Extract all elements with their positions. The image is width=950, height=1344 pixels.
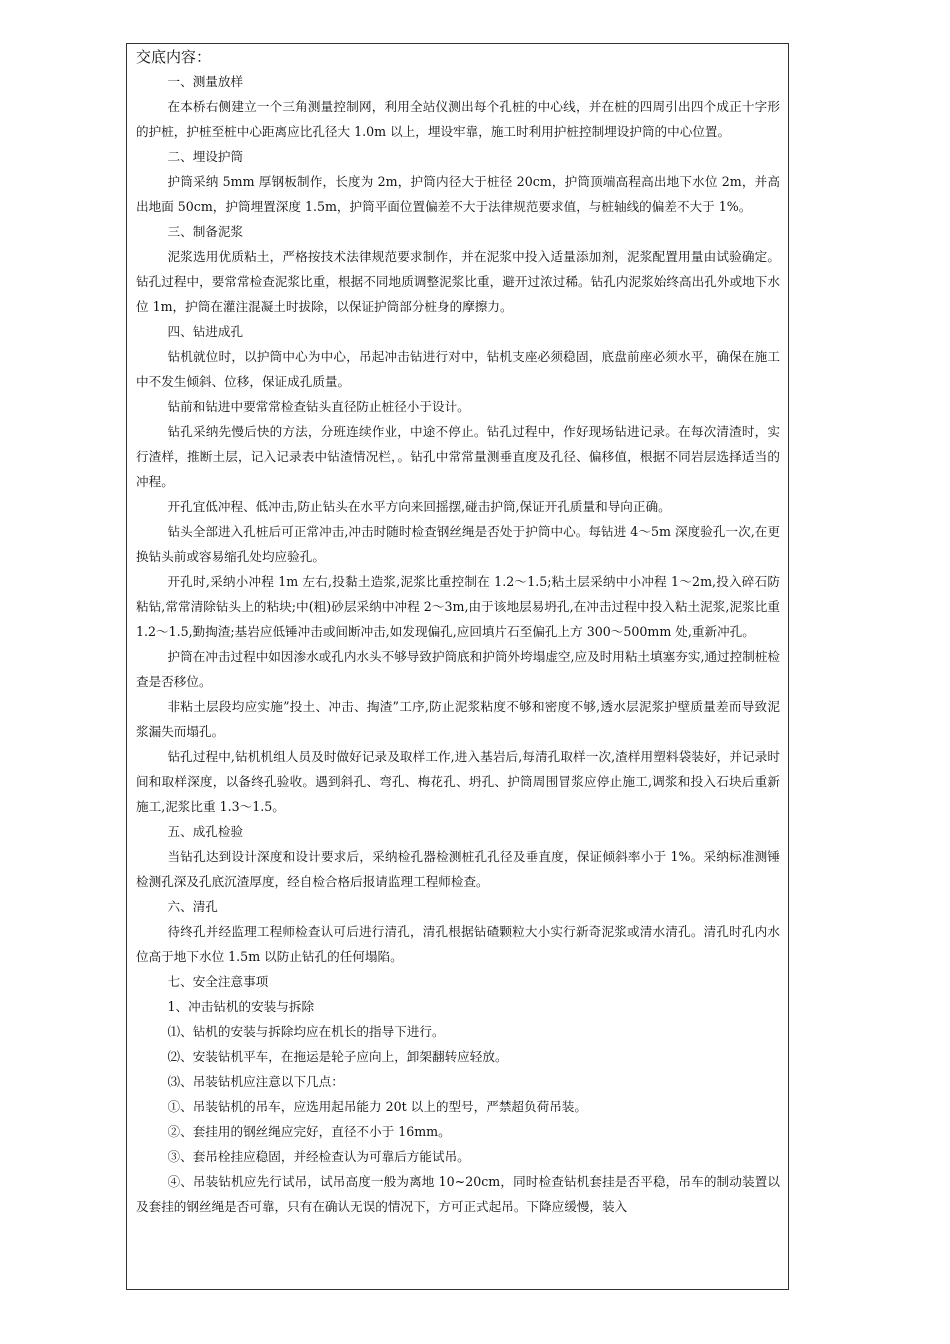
paragraph: 在本桥右侧建立一个三角测量控制网，利用全站仪测出每个孔桩的中心线，并在桩的四周引出四个成正十字形的护桩，护桩至桩中心距离应比孔径大 1.0m 以上，埋设牢靠，施工时利用护桩控制埋设护筒的中心位置。 — [136, 99, 780, 139]
paragraph: 三、制备泥浆 — [167, 224, 244, 239]
paragraph: 护筒在冲击过程中如因渗水或孔内水头不够导致护筒底和护筒外垮塌虚空,应及时用粘土填塞夯实,通过控制桩检查是否移位。 — [136, 649, 781, 689]
paragraph: ⑴、钻机的安装与拆除均应在机长的指导下进行。 — [167, 1024, 445, 1039]
paragraph: 六、清孔 — [167, 899, 218, 914]
paragraph: 钻孔过程中,钻机机组人员及时做好记录及取样工作,进入基岩后,每清孔取样一次,渣样用塑料袋装好，并记录时间和取样深度，以备终孔验收。遇到斜孔、弯孔、梅花孔、坍孔、护筒周围冒浆应停止施工,调浆和投入石块后重新施工,泥浆比重 1.3～1.5。 — [136, 749, 780, 814]
paragraph: ②、套挂用的钢丝绳应完好，直径不小于 16mm。 — [167, 1124, 451, 1139]
paragraph: 钻头全部进入孔桩后可正常冲击,冲击时随时检查钢丝绳是否处于护筒中心。每钻进 4～5m 深度验孔一次,在更换钻头前或容易缩孔处均应验孔。 — [136, 524, 780, 564]
paragraph: 一、测量放样 — [167, 74, 244, 89]
paragraph: 非粘土层段均应实施”投土、冲击、掏渣”工序,防止泥浆粘度不够和密度不够,透水层泥浆护壁质量差而导致泥浆漏失而塌孔。 — [136, 699, 780, 739]
paragraph: 开孔时,采纳小冲程 1m 左右,投黏土造浆,泥浆比重控制在 1.2～1.5;粘土层采纳中小冲程 1～2m,投入碎石防粘钻,常常清除钻头上的粘块;中(粗)砂层采纳中冲程 2～3m,由于该地层易坍孔,在冲击过程中投入粘土泥浆,泥浆比重 1.2～1.5,勤掏渣;基岩应低锤冲击或间断冲击,如发现偏孔,应回填片石至偏孔上方 300～500mm 处,重新冲孔。 — [136, 574, 780, 639]
paragraph: 待终孔并经监理工程师检查认可后进行清孔，清孔根据钻碴颗粒大小实行新奇泥浆或清水清孔。清孔时孔内水位高于地下水位 1.5m 以防止钻孔的任何塌陷。 — [136, 924, 780, 964]
paragraph: 七、安全注意事项 — [167, 974, 269, 989]
paragraph: 1、冲击钻机的安装与拆除 — [167, 999, 315, 1014]
paragraph: 护筒采纳 5mm 厚钢板制作，长度为 2m，护筒内径大于桩径 20cm，护筒顶端高程高出地下水位 2m，并高出地面 50cm，护筒埋置深度 1.5m，护筒平面位置偏差不大于法律规范要求值，与桩轴线的偏差不大于 1%。 — [136, 174, 780, 214]
disclosure-content-box — [126, 43, 789, 1290]
paragraph: 二、埋设护筒 — [167, 149, 244, 164]
paragraph: 钻孔采纳先慢后快的方法，分班连续作业，中途不停止。钻孔过程中，作好现场钻进记录。在每次清渣时，实行渣样，推断土层，记入记录表中钻渣情况栏，。钻孔中常常量测垂直度及孔径、偏移值，根据不同岩层选择适当的冲程。 — [136, 424, 780, 489]
paragraph: 五、成孔检验 — [167, 824, 244, 839]
paragraph: ⑶、吊装钻机应注意以下几点： — [167, 1074, 344, 1089]
paragraph: 当钻孔达到设计深度和设计要求后，采纳检孔器检测桩孔孔径及垂直度，保证倾斜率小于 1%。采纳标准测锤检测孔深及孔底沉渣厚度，经自检合格后报请监理工程师检查。 — [136, 849, 780, 889]
paragraph: ⑵、安装钻机平车，在拖运是轮子应向上，卸架翻转应轻放。 — [167, 1049, 508, 1064]
paragraph: 钻机就位时，以护筒中心为中心，吊起冲击钻进行对中，钻机支座必须稳固，底盘前座必须水平，确保在施工中不发生倾斜、位移，保证成孔质量。 — [136, 349, 780, 389]
paragraph: ④、吊装钻机应先行试吊，试吊高度一般为离地 10~20cm，同时检查钻机套挂是否平稳，吊车的制动装置以及套挂的钢丝绳是否可靠，只有在确认无误的情况下，方可正式起吊。下降应缓慢，装入 — [136, 1174, 780, 1214]
content-heading: 交底内容： — [136, 48, 212, 66]
paragraph-list — [136, 69, 780, 1219]
paragraph: 四、钻进成孔 — [167, 324, 244, 339]
paragraph: ①、吊装钻机的吊车，应选用起吊能力 20t 以上的型号，严禁超负荷吊装。 — [167, 1099, 587, 1114]
paragraph: 开孔宜低冲程、低冲击,防止钻头在水平方向来回摇摆,碰击护筒,保证开孔质量和导向正确。 — [167, 499, 671, 514]
paragraph: ③、套吊栓挂应稳固，并经检查认为可靠后方能试吊。 — [167, 1149, 470, 1164]
paragraph: 钻前和钻进中要常常检查钻头直径防止桩径小于设计。 — [167, 399, 470, 414]
paragraph: 泥浆选用优质粘土，严格按技术法律规范要求制作，并在泥浆中投入适量添加剂，泥浆配置用量由试验确定。钻孔过程中，要常常检查泥浆比重，根据不同地质调整泥浆比重，避开过浓过稀。钻孔内泥浆始终高出孔外或地下水位 1m，护筒在灌注混凝土时拔除，以保证护筒部分桩身的摩擦力。 — [136, 249, 780, 314]
